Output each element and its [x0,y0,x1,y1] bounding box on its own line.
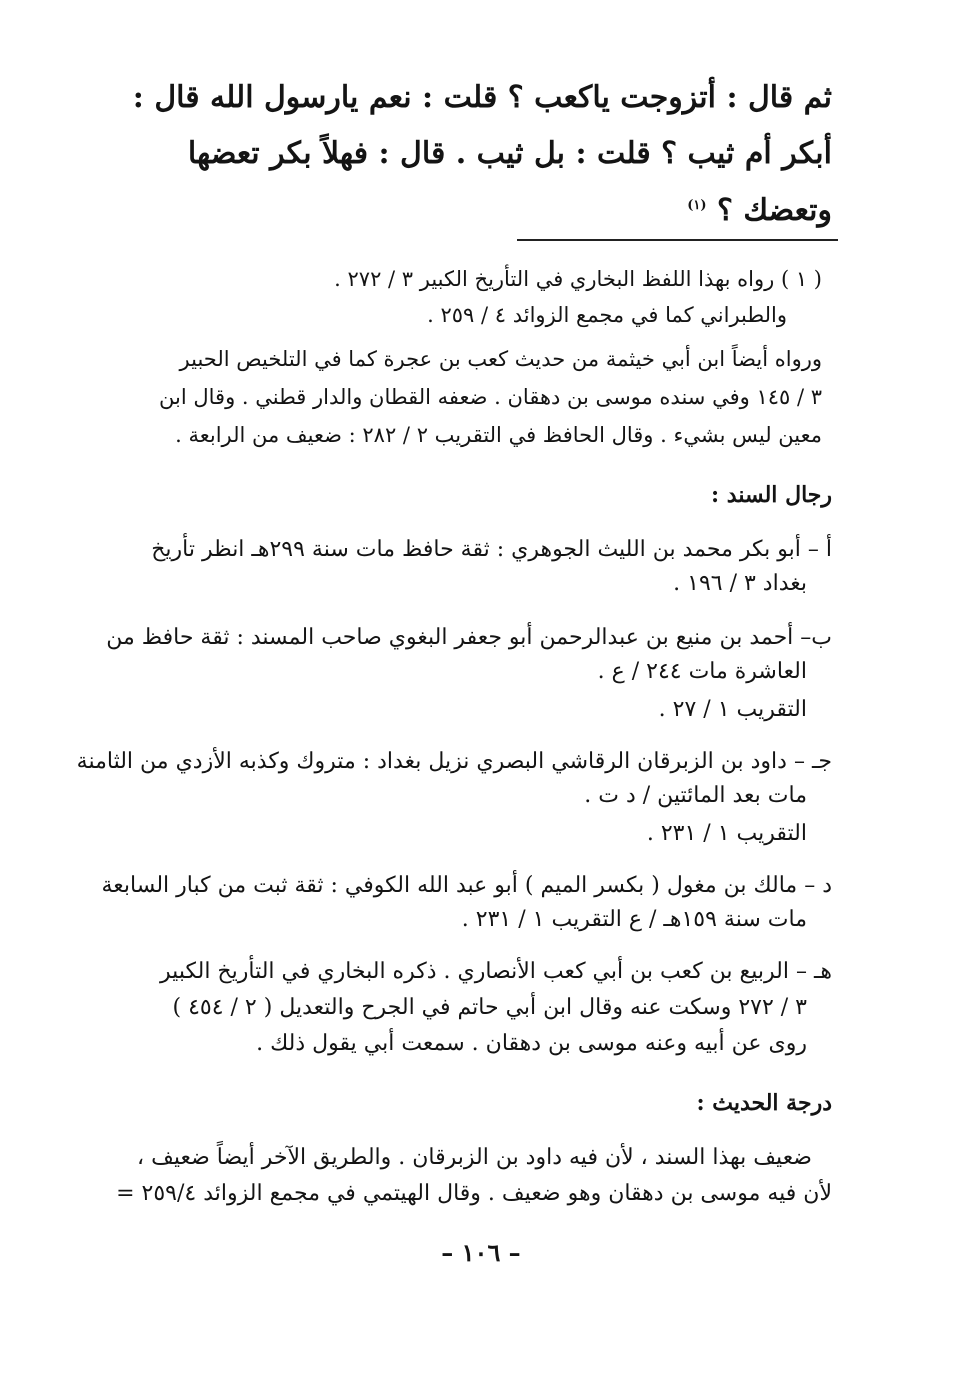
page-number: – ١٠٦ – [441,1238,521,1267]
rijal-item-a-line-2: بغداد ٣ / ١٩٦ . [673,571,807,596]
rijal-item-d-line-2: مات سنة ١٥٩هـ / ع التقريب ١ / ٢٣١ . [461,907,807,932]
daraja-line-1: ضعيف بهذا السند ، لأن فيه داود بن الزبرقان . والطريق الآخر أيضاً ضعيف ، [136,1145,812,1170]
rijal-item-b-line-1: ب– أحمد بن منيع بن عبدالرحمن أبو جعفر البغوي صاحب المسند : ثقة حافظ من [106,625,832,650]
main-text-line-2: أبكر أم ثيب ؟ قلت : بل ثيب . قال : فهلاً بكر تعضها [187,136,832,171]
daraja-heading: درجة الحديث : [696,1090,832,1116]
footnote-marker: (١) [687,198,707,213]
rijal-item-h-line-2: ٣ / ٢٧٢ وسكت عنه وقال ابن أبي حاتم في الجرح والتعديل ( ٢ / ٤٥٤ ) [172,995,807,1020]
footnote-line-5: معين ليس بشيء . وقال الحافظ في التقريب ٢ / ٢٨٢ : ضعيف من الرابعة . [175,423,822,447]
footnote-line-1: ( ١ ) رواه بهذا اللفظ البخاري في التأريخ الكبير ٣ / ٢٧٢ . [334,267,822,291]
rijal-item-j-line-3: التقريب ١ / ٢٣١ . [646,821,807,846]
daraja-line-2: لأن فيه موسى بن دهقان وهو ضعيف . وقال الهيتمي في مجمع الزوائد ٢٥٩/٤ = [116,1181,832,1206]
footnote-line-4: ٣ / ١٤٥ وفي سنده موسى بن دهقان . ضعفه القطان والدار قطني . وقال ابن [159,385,822,409]
rijal-heading: رجال السند : [711,482,832,508]
rijal-item-d-line-1: د – مالك بن مغول ( بكسر الميم ) أبو عبد الله الكوفي : ثقة ثبت من كبار السابعة [101,873,832,898]
rijal-item-h-line-1: هـ – الربيع بن كعب بن أبي كعب الأنصاري . ذكره البخاري في التأريخ الكبير [160,959,832,984]
rijal-item-h-line-3: روى عن أبيه وعنه موسى بن دهقان . سمعت أبي يقول ذلك . [256,1031,807,1056]
rijal-item-j-line-2: مات بعد المائتين / د ت . [584,783,807,808]
footnote-line-3: ورواه أيضاً ابن أبي خيثمة من حديث كعب بن عجرة كما في التلخيص الحبير [179,347,822,371]
main-text-line-3 [687,180,832,237]
main-text-line-1: ثم قال : أتزوجت ياكعب ؟ قلت : نعم يارسول الله قال : [132,80,832,115]
rijal-item-b-line-2: العاشرة مات ٢٤٤ / ع . [597,659,807,684]
rijal-item-j-line-1: جـ – داود بن الزبرقان الرقاشي البصري نزيل بغداد : متروك وكذبه الأزدي من الثامنة [76,749,832,774]
main-text-line-3-text: وتعضك ؟ [717,193,832,228]
rijal-item-a-line-1: أ – أبو بكر محمد بن الليث الجوهري : ثقة حافظ مات سنة ٢٩٩هـ انظر تأريخ [151,537,832,562]
rijal-item-b-line-3: التقريب ١ / ٢٧ . [658,697,807,722]
footnote-line-2: والطبراني كما في مجمع الزوائد ٤ / ٢٥٩ . [427,303,787,327]
footnote-separator [517,239,838,241]
